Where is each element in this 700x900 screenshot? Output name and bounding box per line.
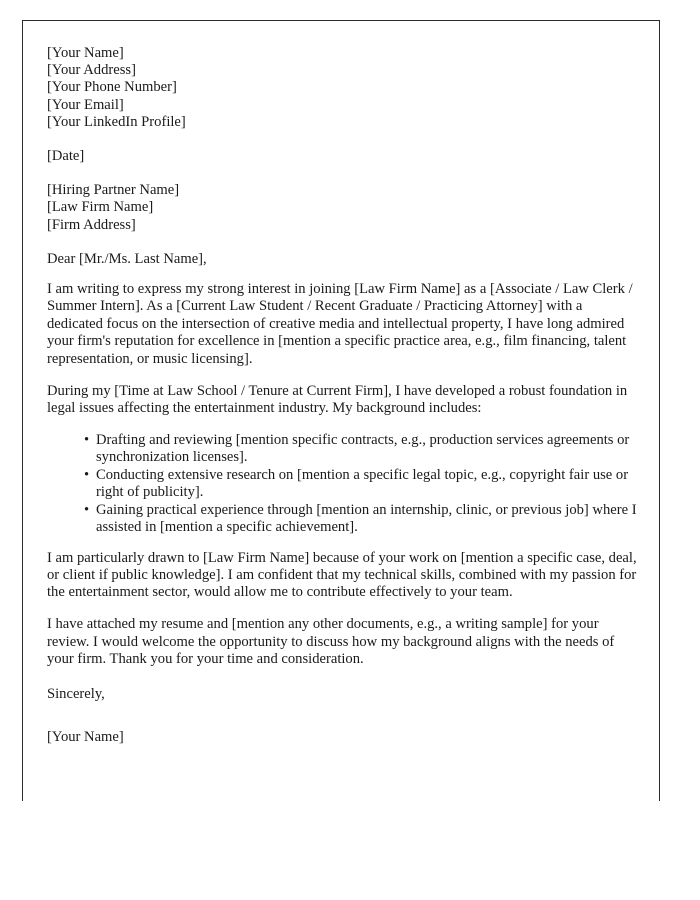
list-item: • Drafting and reviewing [mention specific contracts, e.g., production services agreements or synchronization licenses]. [85,432,637,467]
paragraph-intro: I am writing to express my strong interest in joining [Law Firm Name] as a [Associate / Law Clerk / Summer Intern]. As a [Current Law Student / Recent Graduate / Practicing Attorney] with a dedicated focus on the intersection of creative media and intellectual property, I have long admired your firm's reputation for excellence in [mention a specific practice area, e.g., film financing, talent representation, or music licensing]. [47,281,633,367]
sender-line-linkedin: [Your LinkedIn Profile] [47,113,186,130]
paragraph-interest: I am particularly drawn to [Law Firm Name] because of your work on [mention a specific case, deal, or client if public knowledge]. I am confident that my technical skills, combined with my passion for the entertainment sector, would allow me to contribute effectively to your team. [47,549,637,601]
date-line: [Date] [47,148,85,165]
closing-salutation: Sincerely, [47,685,105,702]
spacer-after-sender [47,131,637,148]
list-item: • Gaining practical experience through [mention an internship, clinic, or previous job] where I assisted in [mention a specific achievement]. [85,502,637,537]
paragraph-attachments: I have attached my resume and [mention any other documents, e.g., a writing sample] for your review. I would welcome the opportunity to discuss how my background aligns with the needs of your firm. Thank you for your time and consideration. [47,616,615,668]
list-item: • Conducting extensive research on [mention a specific legal topic, e.g., copyright fair use or right of publicity]. [85,467,637,502]
recipient-line-partner: [Hiring Partner Name] [47,182,180,199]
recipient-address-block [47,182,637,234]
date-block [47,148,637,165]
sender-line-name: [Your Name] [47,45,124,61]
recipient-line-firm: [Law Firm Name] [47,199,154,216]
document-page [22,20,660,801]
sender-line-address: [Your Address] [47,62,136,79]
paragraph-background-lead-in: During my [Time at Law School / Tenure at Current Firm], I have developed a robust foundation in legal issues affecting the entertainment industry. My background includes: [47,382,628,417]
background-bullet-list [47,432,637,536]
signature-name: [Your Name] [47,728,124,745]
letter-body [47,45,637,746]
sender-line-phone: [Your Phone Number] [47,79,177,96]
spacer-after-date [47,165,637,182]
recipient-line-address: [Firm Address] [47,216,136,233]
salutation: Dear [Mr./Ms. Last Name], [47,250,207,267]
sender-address-block [47,45,637,131]
sender-line-email: [Your Email] [47,96,124,113]
